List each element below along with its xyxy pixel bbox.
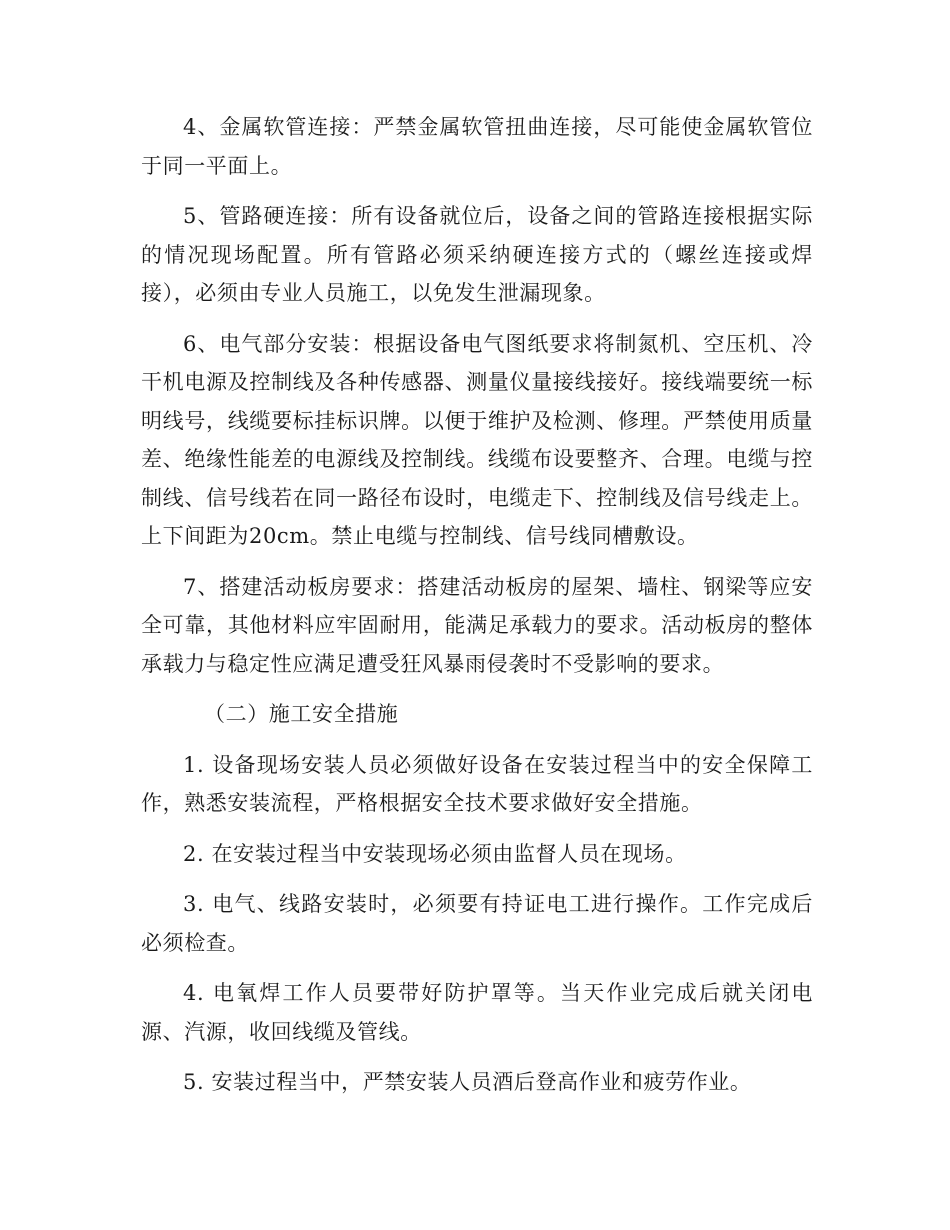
- paragraph-pipe-connection: 5、管路硬连接：所有设备就位后，设备之间的管路连接根据实际的情况现场配置。所有管路必须采纳硬连接方式的（螺丝连接或焊接），必须由专业人员施工，以免发生泄漏现象。: [141, 204, 813, 305]
- document-page: [141, 108, 813, 1102]
- safety-item-5: 5. 安装过程当中，严禁安装人员酒后登高作业和疲劳作业。: [183, 1070, 752, 1094]
- safety-item-3: 3. 电气、线路安装时，必须要有持证电工进行操作。工作完成后必须检查。: [141, 892, 813, 955]
- safety-item-2: 2. 在安装过程当中安装现场必须由监督人员在现场。: [183, 841, 687, 866]
- paragraph-prefab-house: 7、搭建活动板房要求：搭建活动板房的屋架、墙柱、钢梁等应安全可靠，其他材料应牢固耐用，能满足承载力的要求。活动板房的整体承载力与稳定性应满足遭受狂风暴雨侵袭时不受影响的要求。: [141, 574, 813, 676]
- safety-item-4: 4. 电氧焊工作人员要带好防护罩等。当天作业完成后就关闭电源、汽源，收回线缆及管线。: [141, 981, 813, 1044]
- paragraph-metal-hose: 4、金属软管连接：严禁金属软管扭曲连接，尽可能使金属软管位于同一平面上。: [141, 115, 813, 178]
- paragraph-electrical-installation: 6、电气部分安装：根据设备电气图纸要求将制氮机、空压机、冷干机电源及控制线及各种传感器、测量仪量接线接好。接线端要统一标明线号，线缆要标挂标识牌。以便于维护及检测、修理。严禁使用质量差、绝缘性能差的电源线及控制线。线缆布设要整齐、合理。电缆与控制线、信号线若在同一路径布设时，电缆走下、控制线及信号线走上。上下间距为20cm。禁止电缆与控制线、信号线同槽敷设。: [141, 331, 813, 548]
- section-heading: （二）施工安全措施: [204, 702, 399, 726]
- safety-item-1: 1. 设备现场安装人员必须做好设备在安装过程当中的安全保障工作，熟悉安装流程，严格根据安全技术要求做好安全措施。: [141, 752, 813, 815]
